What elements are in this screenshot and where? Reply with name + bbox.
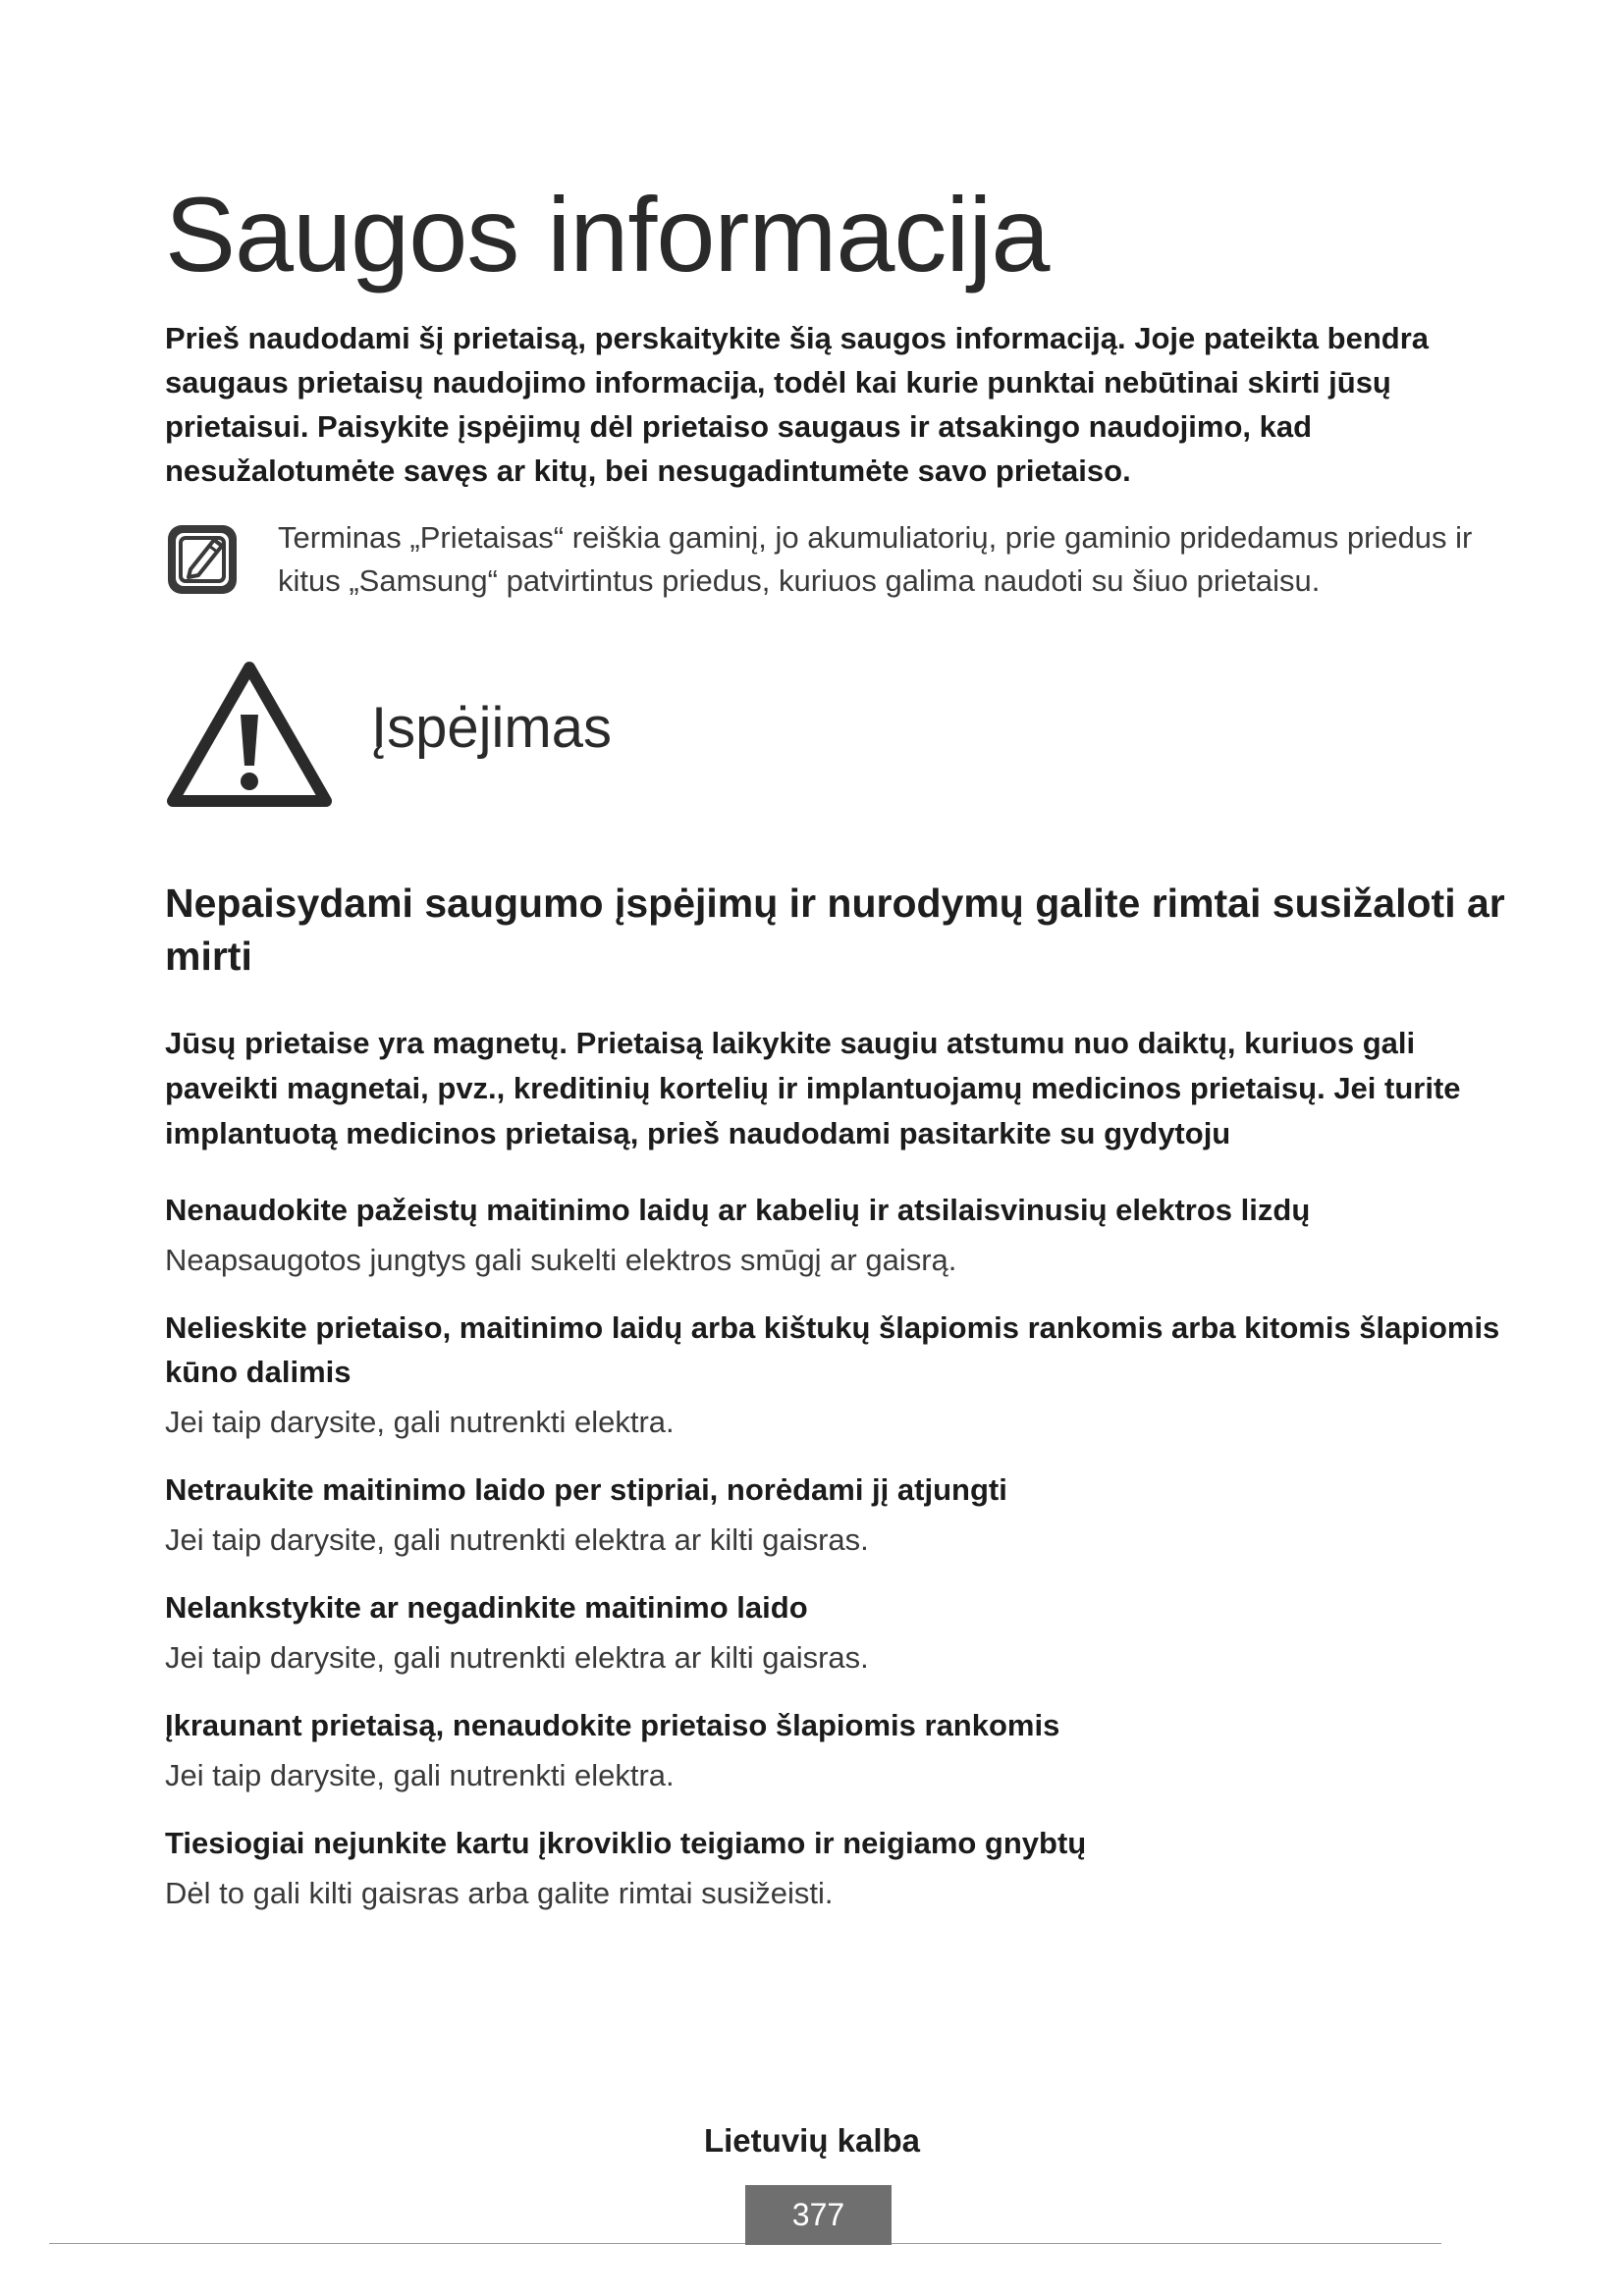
footer-language: Lietuvių kalba: [703, 2122, 921, 2159]
item-body: Jei taip darysite, gali nutrenkti elektra.: [165, 1758, 675, 1792]
list-item: [165, 1188, 1520, 1282]
item-title: Netraukite maitinimo laido per stipriai, norėdami jį atjungti: [165, 1472, 1007, 1507]
list-item: [165, 1585, 1520, 1680]
intro-paragraph: Prieš naudodami šį prietaisą, perskaitykite šią saugos informaciją. Joje pateikta bendra saugaus prietaisų naudojimo informacija, todėl kai kurie punktai nebūtinai skirti jūsų prietaisui. Paisykite įspėjimų dėl prietaiso saugaus ir atsakingo naudojimo, kad nesužalotumėte savęs ar kitų, bei nesugadintumėte savo prietaiso.: [165, 321, 1429, 488]
warning-list: [165, 1188, 1520, 1939]
item-body: Neapsaugotos jungtys gali sukelti elektros smūgį ar gaisrą.: [165, 1243, 957, 1277]
item-body: Dėl to gali kilti gaisras arba galite rimtai susižeisti.: [165, 1876, 834, 1910]
page-number: 377: [745, 2185, 892, 2245]
section-heading: Nepaisydami saugumo įspėjimų ir nurodymų galite rimtai susižaloti ar mirti: [165, 881, 1505, 979]
note-pencil-icon: [165, 522, 240, 597]
item-body: Jei taip darysite, gali nutrenkti elektra ar kilti gaisras.: [165, 1522, 869, 1557]
list-item: [165, 1703, 1520, 1797]
item-title: Nenaudokite pažeistų maitinimo laidų ar kabelių ir atsilaisvinusių elektros lizdų: [165, 1193, 1311, 1227]
warning-heading: Įspėjimas: [371, 696, 612, 760]
list-item: [165, 1468, 1520, 1562]
magnets-warning: Jūsų prietaise yra magnetų. Prietaisą laikykite saugiu atstumu nuo daiktų, kuriuos gali paveikti magnetai, pvz., kreditinių kortelių ir implantuojamų medicinos prietaisų. Jei turite implantuotą medicinos prietaisą, prieš naudodami pasitarkite su gydytoju: [165, 1026, 1461, 1150]
note-text: Terminas „Prietaisas“ reiškia gaminį, jo akumuliatorių, prie gaminio pridedamus priedus ir kitus „Samsung“ patvirtintus priedus, kuriuos galima naudoti su šiuo prietaisu.: [278, 520, 1473, 598]
list-item: [165, 1821, 1520, 1915]
item-body: Jei taip darysite, gali nutrenkti elektra.: [165, 1405, 675, 1439]
item-title: Nelankstykite ar negadinkite maitinimo laido: [165, 1590, 808, 1625]
item-title: Tiesiogiai nejunkite kartu įkroviklio teigiamo ir neigiamo gnybtų: [165, 1826, 1087, 1860]
warning-triangle-icon: [165, 658, 334, 810]
item-body: Jei taip darysite, gali nutrenkti elektra ar kilti gaisras.: [165, 1640, 869, 1675]
item-title: Įkraunant prietaisą, nenaudokite prietaiso šlapiomis rankomis: [165, 1708, 1060, 1742]
list-item: [165, 1306, 1520, 1444]
page-title: Saugos informacija: [165, 175, 1050, 294]
item-title: Nelieskite prietaiso, maitinimo laidų arba kištukų šlapiomis rankomis arba kitomis šlapiomis kūno dalimis: [165, 1310, 1500, 1389]
